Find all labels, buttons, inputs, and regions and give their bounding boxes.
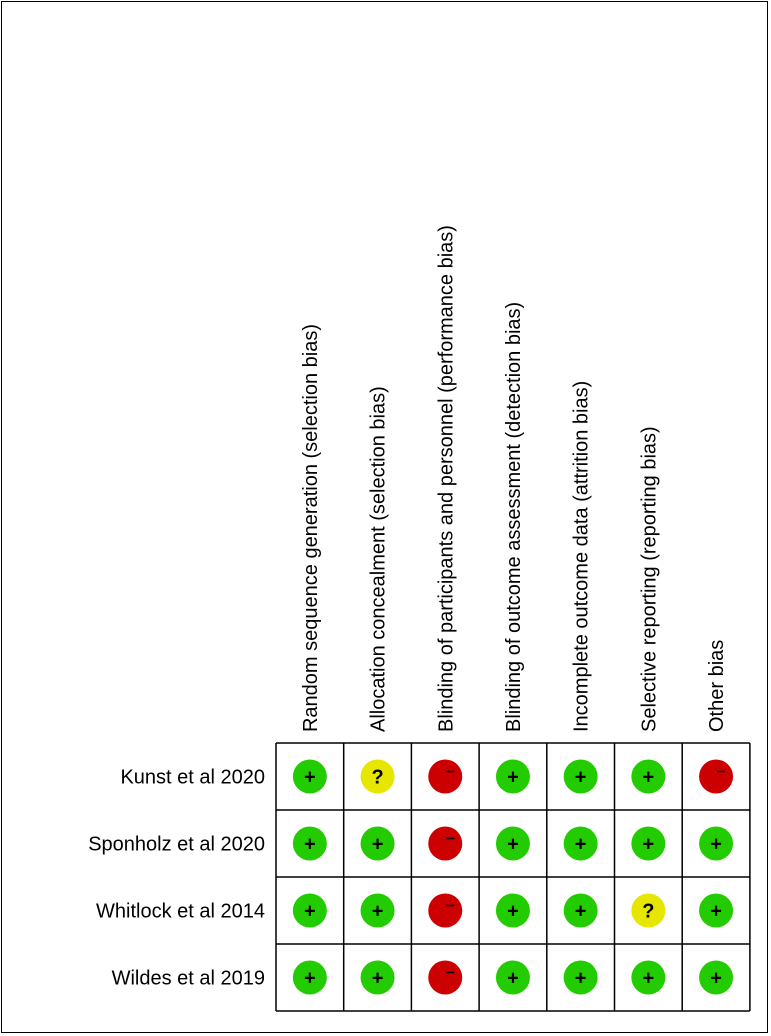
- rating-low-marker: [631, 961, 665, 995]
- rating-low-marker: [631, 827, 665, 861]
- study-label: Wildes et al 2019: [111, 967, 265, 990]
- plus-icon: +: [574, 967, 587, 990]
- rating-high-marker: [428, 894, 462, 928]
- question-icon: ?: [371, 766, 384, 789]
- rating-low-marker: [699, 827, 733, 861]
- plus-icon: +: [642, 967, 655, 990]
- rating-low-marker: [293, 760, 327, 794]
- rating-low-marker: [564, 961, 598, 995]
- rating-high-marker: [428, 961, 462, 995]
- plus-icon: +: [574, 900, 587, 923]
- domain-label: Blinding of participants and personnel (performance bias): [435, 225, 458, 732]
- rating-high-marker: [428, 827, 462, 861]
- plus-icon: +: [371, 900, 384, 923]
- rating-low-marker: [293, 827, 327, 861]
- rating-high-marker: [699, 760, 733, 794]
- plus-icon: +: [507, 766, 519, 789]
- rating-low-marker: [361, 894, 395, 928]
- rating-low-marker: [496, 760, 530, 794]
- plus-icon: +: [710, 833, 722, 856]
- study-labels: [88, 767, 265, 990]
- rating-low-marker: [293, 961, 327, 995]
- study-label: Kunst et al 2020: [120, 766, 265, 789]
- plus-icon: +: [574, 766, 587, 789]
- rating-low-marker: [361, 961, 395, 995]
- domain-label: Other bias: [706, 639, 729, 732]
- question-icon: ?: [642, 900, 655, 923]
- rating-circle: [428, 760, 462, 794]
- domain-label: Blinding of outcome assessment (detection bias): [502, 301, 525, 732]
- plus-icon: +: [304, 833, 316, 856]
- rating-low-marker: [631, 760, 665, 794]
- rating-low-marker: [496, 827, 530, 861]
- rating-low-marker: [564, 894, 598, 928]
- rating-circle: [428, 894, 462, 928]
- domain-label: Selective reporting (reporting bias): [638, 426, 661, 732]
- rating-unclear-marker: [631, 894, 665, 928]
- rating-low-marker: [496, 961, 530, 995]
- rating-unclear-marker: [361, 760, 395, 794]
- rating-low-marker: [293, 894, 327, 928]
- plus-icon: +: [304, 766, 316, 789]
- plus-icon: +: [642, 766, 655, 789]
- rating-circle: [428, 827, 462, 861]
- plus-icon: +: [710, 967, 722, 990]
- rating-circle: [428, 961, 462, 995]
- plus-icon: +: [371, 833, 384, 856]
- plus-icon: +: [304, 967, 316, 990]
- rating-circle: [699, 760, 733, 794]
- domain-label: Allocation concealment (selection bias): [367, 386, 390, 732]
- rating-low-marker: [699, 961, 733, 995]
- plus-icon: +: [304, 900, 316, 923]
- plus-icon: +: [371, 967, 384, 990]
- plus-icon: +: [642, 833, 655, 856]
- study-label: Sponholz et al 2020: [88, 833, 265, 856]
- domain-labels: [300, 225, 728, 732]
- rating-high-marker: [428, 760, 462, 794]
- plus-icon: +: [507, 900, 519, 923]
- rating-low-marker: [699, 894, 733, 928]
- rating-low-marker: [496, 894, 530, 928]
- domain-label: Incomplete outcome data (attrition bias): [570, 380, 593, 732]
- plus-icon: +: [574, 833, 587, 856]
- domain-label: Random sequence generation (selection bias): [299, 323, 322, 732]
- rating-low-marker: [564, 827, 598, 861]
- plus-icon: +: [507, 967, 519, 990]
- rating-low-marker: [361, 827, 395, 861]
- study-label: Whitlock et al 2014: [96, 900, 265, 923]
- plus-icon: +: [507, 833, 519, 856]
- plus-icon: +: [710, 900, 722, 923]
- rating-low-marker: [564, 760, 598, 794]
